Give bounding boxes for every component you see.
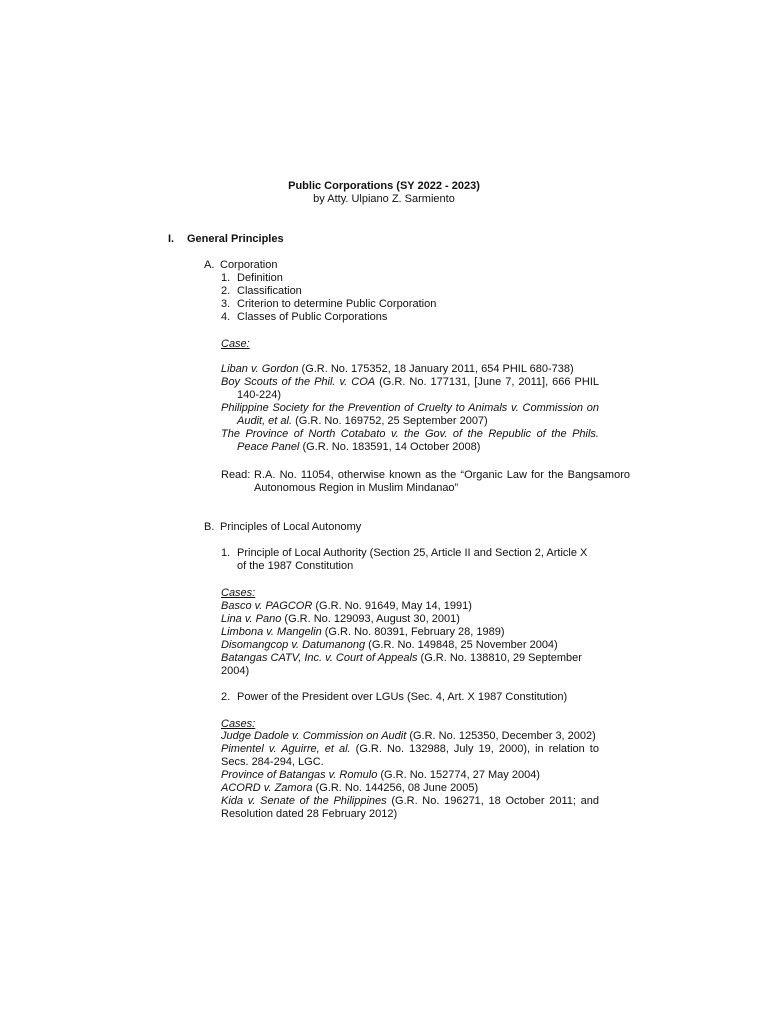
case-list-b2 (221, 730, 599, 821)
subsection-a-heading (204, 259, 277, 272)
case-entry: Province of Batangas v. Romulo (G.R. No. 152774, 27 May 2004) (221, 769, 540, 781)
case-entry: Lina v. Pano (G.R. No. 129093, August 30, 2001) (221, 613, 460, 625)
section-heading (168, 233, 284, 246)
case-list-b1 (221, 600, 599, 678)
read-note (221, 469, 630, 495)
principle-item-1: 1. Principle of Local Authority (Section 25, Article II and Section 2, Article X of the 1987 Constitution (221, 547, 588, 572)
section-title: General Principles (187, 233, 284, 245)
list-item: 1. Definition (221, 272, 283, 284)
case-entry: Disomangcop v. Datumanong (G.R. No. 149848, 25 November 2004) (221, 639, 558, 651)
principle-item-2: 2. Power of the President over LGUs (Sec. 4, Art. X 1987 Constitution) (221, 691, 568, 703)
read-label: Read: (221, 469, 251, 481)
cases-label: Cases: (221, 587, 256, 599)
subsection-b-heading (204, 521, 361, 534)
subsection-b-letter: B. (204, 521, 215, 533)
corporation-topics-list (221, 272, 601, 324)
case-entry: Pimentel v. Aguirre, et al. (G.R. No. 132988, July 19, 2000), in relation to Secs. 284-294, LGC. (221, 743, 599, 768)
case-entry: Judge Dadole v. Commission on Audit (G.R. No. 125350, December 3, 2002) (221, 730, 596, 742)
case-entry: Boy Scouts of the Phil. v. COA (G.R. No. 177131, [June 7, 2011], 666 PHIL 140-224) (221, 376, 599, 401)
list-item: 2. Classification (221, 285, 302, 297)
case-entry: Liban v. Gordon (G.R. No. 175352, 18 January 2011, 654 PHIL 680-738) (221, 363, 574, 375)
case-entry: The Province of North Cotabato v. the Gov. of the Republic of the Phils. Peace Panel (G.R. No. 183591, 14 October 2008) (221, 428, 599, 453)
cases-label: Cases: (221, 718, 256, 730)
list-item: 4. Classes of Public Corporations (221, 311, 388, 323)
read-text: R.A. No. 11054, otherwise known as the “Organic Law for the Bangsamoro Autonomous Region in Muslim Mindanao” (254, 469, 630, 494)
case-entry: Philippine Society for the Prevention of Cruelty to Animals v. Commission on Audit, et al. (G.R. No. 169752, 25 September 2007) (221, 402, 599, 427)
case-entry: Batangas CATV, Inc. v. Court of Appeals (G.R. No. 138810, 29 September 2004) (221, 652, 582, 677)
document-author: by Atty. Ulpiano Z. Sarmiento (313, 193, 455, 205)
case-entry: Limbona v. Mangelin (G.R. No. 80391, February 28, 1989) (221, 626, 505, 638)
case-entry: ACORD v. Zamora (G.R. No. 144256, 08 June 2005) (221, 782, 479, 794)
subsection-b-title: Principles of Local Autonomy (220, 521, 362, 533)
subsection-a-letter: A. (204, 259, 215, 271)
case-label: Case: (221, 338, 250, 350)
subsection-a-title: Corporation (220, 259, 278, 271)
case-entry: Kida v. Senate of the Philippines (G.R. No. 196271, 18 October 2011; and Resolution dated 28 February 2012) (221, 795, 599, 820)
document-title: Public Corporations (SY 2022 - 2023) (288, 180, 480, 192)
title-block (0, 180, 768, 206)
list-item: 3. Criterion to determine Public Corporation (221, 298, 437, 310)
case-list-a (221, 363, 599, 454)
case-entry: Basco v. PAGCOR (G.R. No. 91649, May 14, 1991) (221, 600, 472, 612)
section-number: I. (168, 233, 175, 245)
